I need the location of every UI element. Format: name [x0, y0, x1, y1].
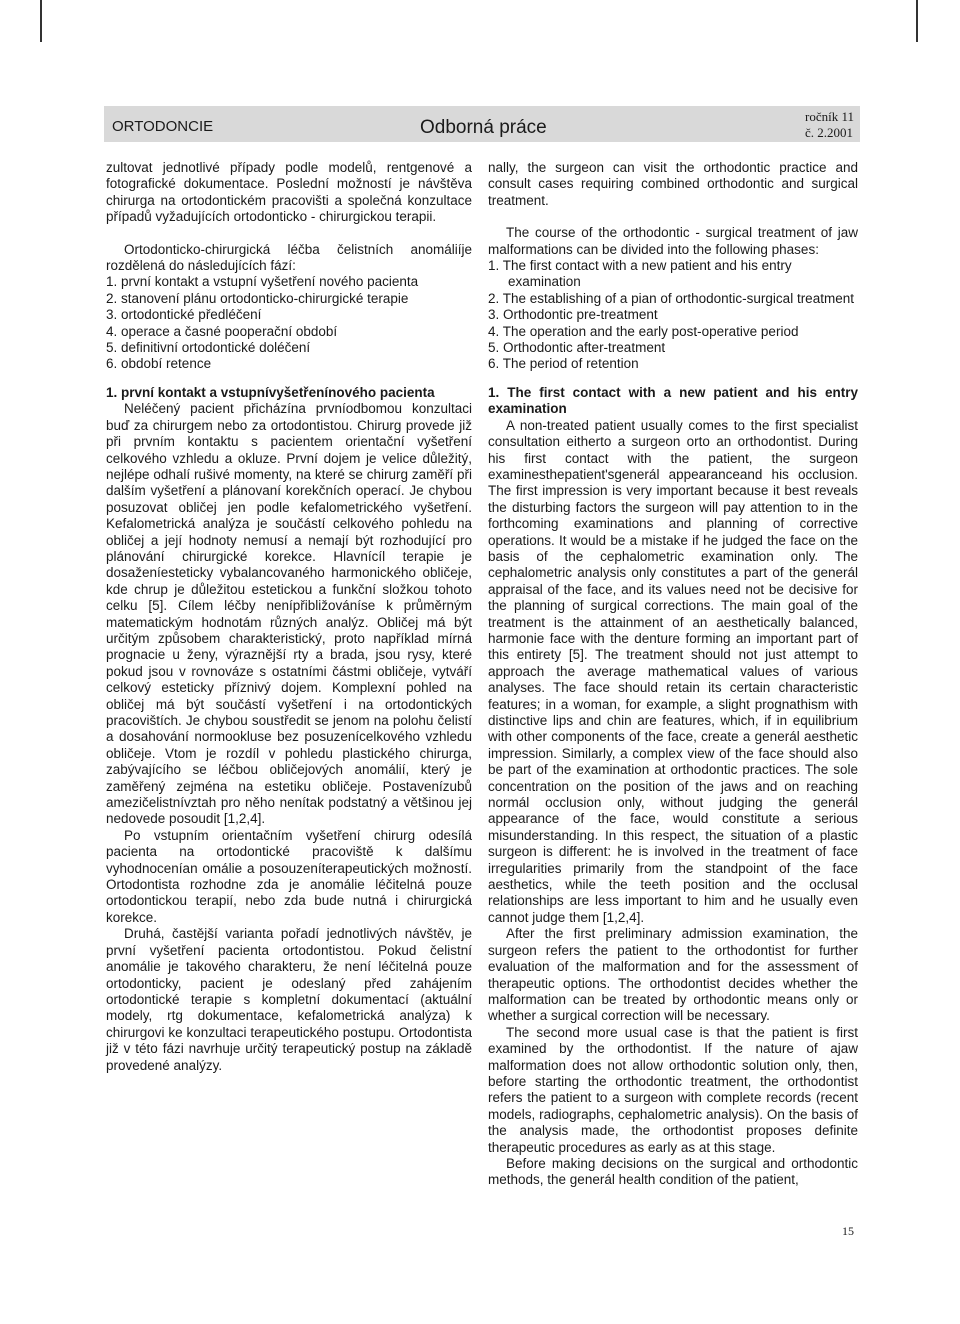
list-item: 5. Orthodontic after-treatment — [488, 340, 666, 356]
list-item: 3. ortodontické předléčení — [106, 307, 262, 323]
paragraph-course-en: The course of the orthodontic - surgical treatment of jaw malformations can be divided into the following phases: — [488, 225, 858, 257]
header-issue: č. 2.2001 — [805, 125, 854, 140]
header-section: ORTODONCIE — [112, 118, 214, 135]
list-item: 2. stanovení plánu ortodonticko-chirurgické terapie — [106, 290, 409, 306]
paragraph-third-en: The second more usual case is that the patient is first examined by the orthodontist. If the nature of ajaw malformation does not allow orthodontic solution only, then, before starting the orthodontic treatment, the orthodontist refers the patient to a surgeon with complete records (recent models, radiographs, cephalometric analysis). On the basis of the analysis made, the orthodontist proposes definite therapeutic procedures as early as at this stage. — [488, 1024, 858, 1155]
list-item: 5. definitivní ortodontické doléčení — [106, 340, 311, 356]
phase-list-cz — [106, 274, 472, 372]
list-item: 3. Orthodontic pre-treatment — [488, 307, 658, 323]
list-item: 1. první kontakt a vstupní vyšetření nového pacienta — [106, 274, 419, 290]
paragraph-intro-cz: zultovat jednotlivé případy podle modelů, rentgenové a fotografické dokumentace. Poslední možností je návštěva chirurga na ortodontickém pracovišti a společná konzultace případů vyžadujících ortodonticko - chirurgickou terapii. — [106, 160, 472, 225]
paragraph-main-cz: Neléčený pacient přicházína prvníodbomou konzultaci buď za chirurgem nebo za ortodontistou. Chirurg provede již při prvním kontaktu s pacientem orientační vyšetření celkového vzhledu a okluze. První dojem je velice důležitý, nejlépe odhalí rušivé momenty, na které se chirurg zaměří při dalším vyšetření a plánovaní korekčních operací. Je chybou posuzovat obličej jen podle kefalometrického vyšetření. Kefalometrická analýza je součástí celkového pohledu na obličej a její hodnoty nemusí a nemají být rozhodující pro plánování chirurgické korekce. Hlavnícíl terapie je dosaženíesteticky vybalancovaného harmonického obličeje, kde chrup je důležitou estetickou a funkční složkou tohoto celku [5]. Cílem léčby nenípřibližováníse k průměrným matematickým hodnotám různých analýz. Obličej má být určitým způsobem charakteristický, proto například mírná prognacie u ženy, výraznější rty a brada, jsou rysy, které pokud jsou v rovnováze s ostatními částmi obličeje, vytváří celkový esteticky příznivý dojem. Komplexní pohled na obličej má být součástí vyšetření i na ortodontických pracovištích. Je chybou soustředit se jenom na polohu čelistí a dosahování normookluse bez posuzenícelkového vzhledu obličeje. Vtom je rozdíl v pohledu plastického chirurga, zabývajícího se léčbou obličejových anomálií, který je zaměřený zejména na estetiku obličeje. Postavenízubů amezičelistnívztah pro něho nenítak podstatný a většinou jej nedovede posoudit [1,2,4]. — [106, 401, 472, 827]
header-journal: Odborná práce — [420, 117, 547, 138]
section-heading-en: 1. The first contact with a new patient and his entry examination — [488, 384, 858, 417]
czech-column — [106, 160, 472, 1074]
list-item: 2. The establishing of a pian of orthodontic-surgical treatment — [488, 290, 854, 306]
header-issue-info — [805, 109, 854, 141]
paragraph-phases-cz: Ortodonticko-chirurgická léčba čelistních anomáliíje rozdělená do následujících fází: — [106, 241, 472, 274]
paragraph-main-en: A non-treated patient usually comes to the first specialist consultation eitherto a surgeon orto an orthodontist. During his first contact with the patient, the surgeon examinesthepatient'sgenerál appearanceand his occlusion. The first impression is very important because it best reveals the disturbing factors the surgeon will pay attention to in the forthcoming examinations and planning of corrective operations. It would be a mistake if he judged the face on the basis of the cephalometric examination only. The cephalometric analysis only constitutes a part of the generál appraisal of the face, and its values need not be decisive for the planning of surgical corrections. The main goal of the treatment is the attainment of an aesthetically balanced, harmonie face with the denture forming an important part of this entirety [5]. The treatment should not just attempt to approach the average mathematical values of various analyses. The face should retain its certain characteristic features; in a woman, for example, a slight prognathism with distinctive lips and chin are features, which, if in equilibrium with other components of the face, create a generál aesthetic impression. Similarly, a complex view of the face should also be part of the examination at orthodontic practices. The sole concentration on the position of the jaws and on reaching normál occlusion only, without judging the generál appearance of the face, would constitute a serious misunderstanding. In this respect, the situation of a plastic surgeon is different: he is involved in the treatment of face irregularities primarily from the standpoint of the face aesthetics, while the teeth position and the occlusal relationships are less important to him and he usually even cannot judge them [1,2,4]. — [488, 417, 858, 925]
list-item: 6. období retence — [106, 356, 212, 372]
list-item: 4. The operation and the early post-operative period — [488, 323, 799, 339]
paragraph-third-cz: Druhá, častější varianta pořadí jednotlivých návštěv, je první vyšetření pacienta ortodontistou. Pokud čelistní anomálie je takového charakteru, že není léčitelná pouze ortodonticky, pacient je odeslaný před zahájením ortodontické terapie s kompletní dokumentací (aktuální modely, rtg dokumentace, kefalometrická analýza) k chirurgovi ke konzultaci terapeutického postupu. Ortodontista již v této fázi navrhuje určitý terapeutický postup na základě provedené analýzy. — [106, 926, 472, 1073]
crop-mark-top-left — [40, 0, 42, 42]
paragraph-intro-en: nally, the surgeon can visit the orthodontic practice and consult cases requiring combined orthodontic and surgical treatment. — [488, 160, 858, 208]
list-item: 1. The first contact with a new patient and his entry examination — [488, 258, 792, 290]
paragraph-fourth-en: Before making decisions on the surgical and orthodontic methods, the generál health condition of the patient, — [488, 1155, 858, 1188]
header-volume: ročník 11 — [805, 109, 854, 124]
section-heading-cz: 1. první kontakt a vstupnívyšetřenínového pacienta — [106, 384, 435, 400]
crop-mark-top-right — [916, 0, 918, 42]
paragraph-second-en: After the first preliminary admission examination, the surgeon refers the patient to the orthodontist for further evaluation of the malformation and for the assessment of therapeutic options. The orthodontist decides whether the malformation can be treated by orthodontic means only or whether a surgical correction will be necessary. — [488, 926, 858, 1024]
list-item: 4. operace a časné pooperační období — [106, 323, 338, 339]
running-header — [104, 106, 860, 142]
english-column — [488, 160, 858, 1189]
phase-list-en — [488, 258, 858, 373]
page-number: 15 — [842, 1224, 854, 1238]
list-item: 6. The period of retention — [488, 356, 639, 372]
paragraph-second-cz: Po vstupním orientačním vyšetření chirurg odesílá pacienta na ortodontické pracoviště k dalšímu vyhodnocenían omálie a posouzeníterapeutických možností. Ortodontista rozhodne zda je anomálie léčitelná pouze ortodontickou terapií, nebo zda bude nutná i chirurgická korekce. — [106, 827, 472, 925]
